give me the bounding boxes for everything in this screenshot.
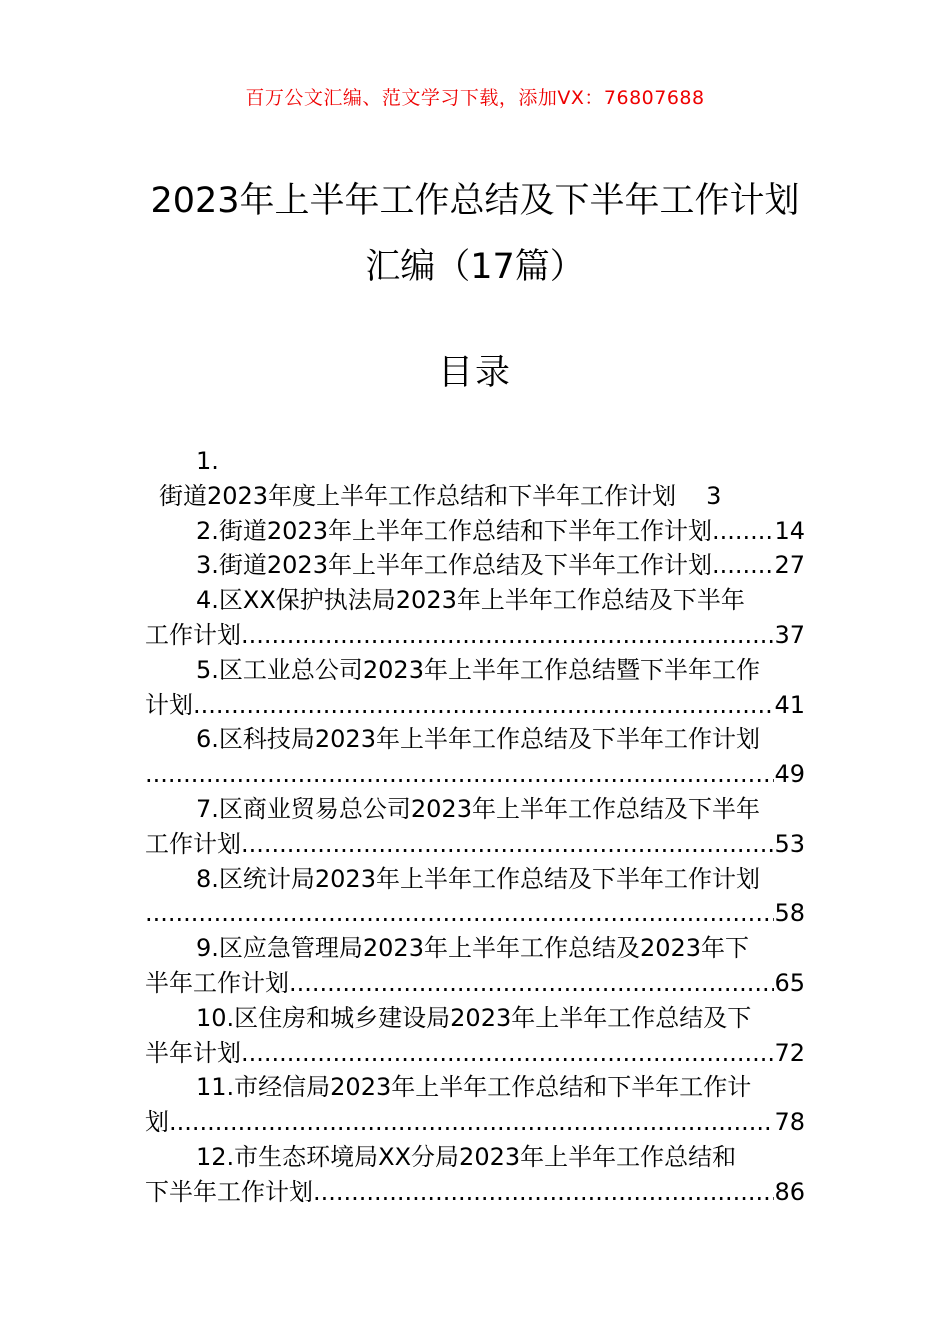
toc-entry-page: 3 <box>706 481 722 510</box>
toc-entry-title-cont: 半年工作计划 <box>145 968 289 997</box>
toc-entry-6-line-1[interactable] <box>145 722 805 757</box>
toc-heading: 目录 <box>437 353 512 393</box>
toc-entry-9-line-2[interactable] <box>145 966 805 1001</box>
toc-entry-title: 3.街道2023年上半年工作总结及下半年工作计划 <box>196 551 712 580</box>
toc-entry-title-cont: 计划 <box>145 690 193 719</box>
toc-entry-title-cont: 工作计划 <box>145 620 241 649</box>
toc-entry-5-line-2[interactable] <box>145 688 805 723</box>
toc-entry-page: 86 <box>774 1177 805 1206</box>
toc-entry-12-line-1[interactable] <box>145 1140 805 1175</box>
toc-entry-11-line-1[interactable] <box>145 1070 805 1105</box>
toc-entry-title-cont: 工作计划 <box>145 829 241 858</box>
toc-entry-10-line-1[interactable] <box>145 1001 805 1036</box>
toc-entry-8-line-1[interactable] <box>145 862 805 897</box>
toc-entry-title: 街道2023年度上半年工作总结和下半年工作计划 <box>159 481 677 510</box>
toc-entry-7-line-1[interactable] <box>145 792 805 827</box>
toc-entry-title-cont: 下半年工作计划 <box>145 1177 313 1206</box>
table-of-contents <box>145 444 805 1210</box>
toc-entry-page: 14 <box>774 516 805 545</box>
toc-leader-dots <box>289 966 774 1001</box>
toc-entry-12-line-2[interactable] <box>145 1175 805 1210</box>
toc-leader-dots <box>712 548 774 583</box>
toc-entry-2[interactable] <box>145 514 805 549</box>
toc-entry-page: 27 <box>774 551 805 580</box>
document-title-line-1: 2023年上半年工作总结及下半年工作计划 <box>150 181 800 221</box>
toc-leader-dots <box>712 514 774 549</box>
toc-leader-dots <box>313 1175 774 1210</box>
toc-entry-page: 78 <box>774 1108 805 1137</box>
toc-leader-dots <box>145 757 774 792</box>
toc-entry-6-line-2[interactable] <box>145 757 805 792</box>
toc-leader-dots <box>241 827 774 862</box>
toc-entry-1-number[interactable] <box>145 444 805 479</box>
toc-entry-7-line-2[interactable] <box>145 827 805 862</box>
header-note: 百万公文汇编、范文学习下载，添加VX：76807688 <box>245 87 705 109</box>
toc-entry-4-line-2[interactable] <box>145 618 805 653</box>
toc-entry-title: 6.区科技局2023年上半年工作总结及下半年工作计划 <box>196 725 760 754</box>
toc-entry-page: 72 <box>774 1038 805 1067</box>
toc-entry-page: 53 <box>774 829 805 858</box>
toc-entry-title: 11.市经信局2023年上半年工作总结和下半年工作计 <box>196 1073 752 1102</box>
toc-leader-dots <box>169 1105 774 1140</box>
toc-entry-5-line-1[interactable] <box>145 653 805 688</box>
toc-entry-title-cont: 划 <box>145 1108 169 1137</box>
toc-entry-4-line-1[interactable] <box>145 583 805 618</box>
toc-leader-dots <box>193 688 774 723</box>
toc-entry-page: 49 <box>774 760 805 789</box>
toc-entry-page: 41 <box>774 690 805 719</box>
toc-entry-title-cont: 半年计划 <box>145 1038 241 1067</box>
document-title-line-2: 汇编（17篇） <box>365 247 585 287</box>
toc-entry-number: 1. <box>196 447 219 475</box>
toc-entry-10-line-2[interactable] <box>145 1036 805 1071</box>
toc-entry-title: 9.区应急管理局2023年上半年工作总结及2023年下 <box>196 934 750 963</box>
toc-leader-dots <box>145 896 774 931</box>
toc-entry-page: 37 <box>774 620 805 649</box>
toc-entry-8-line-2[interactable] <box>145 896 805 931</box>
toc-entry-9-line-1[interactable] <box>145 931 805 966</box>
toc-entry-title: 8.区统计局2023年上半年工作总结及下半年工作计划 <box>196 864 760 893</box>
toc-entry-title: 10.区住房和城乡建设局2023年上半年工作总结及下 <box>196 1003 752 1032</box>
toc-entry-title: 2.街道2023年上半年工作总结和下半年工作计划 <box>196 516 712 545</box>
toc-entry-page: 65 <box>774 968 805 997</box>
toc-leader-dots <box>241 618 774 653</box>
toc-entry-11-line-2[interactable] <box>145 1105 805 1140</box>
toc-entry-title: 7.区商业贸易总公司2023年上半年工作总结及下半年 <box>196 794 760 823</box>
toc-entry-page: 58 <box>774 899 805 928</box>
toc-entry-3[interactable] <box>145 548 805 583</box>
toc-entry-1[interactable] <box>145 479 805 514</box>
toc-entry-title: 4.区XX保护执法局2023年上半年工作总结及下半年 <box>196 586 745 615</box>
toc-leader-dots <box>241 1036 774 1071</box>
toc-entry-title: 5.区工业总公司2023年上半年工作总结暨下半年工作 <box>196 655 760 684</box>
toc-entry-title: 12.市生态环境局XX分局2023年上半年工作总结和 <box>196 1142 737 1171</box>
